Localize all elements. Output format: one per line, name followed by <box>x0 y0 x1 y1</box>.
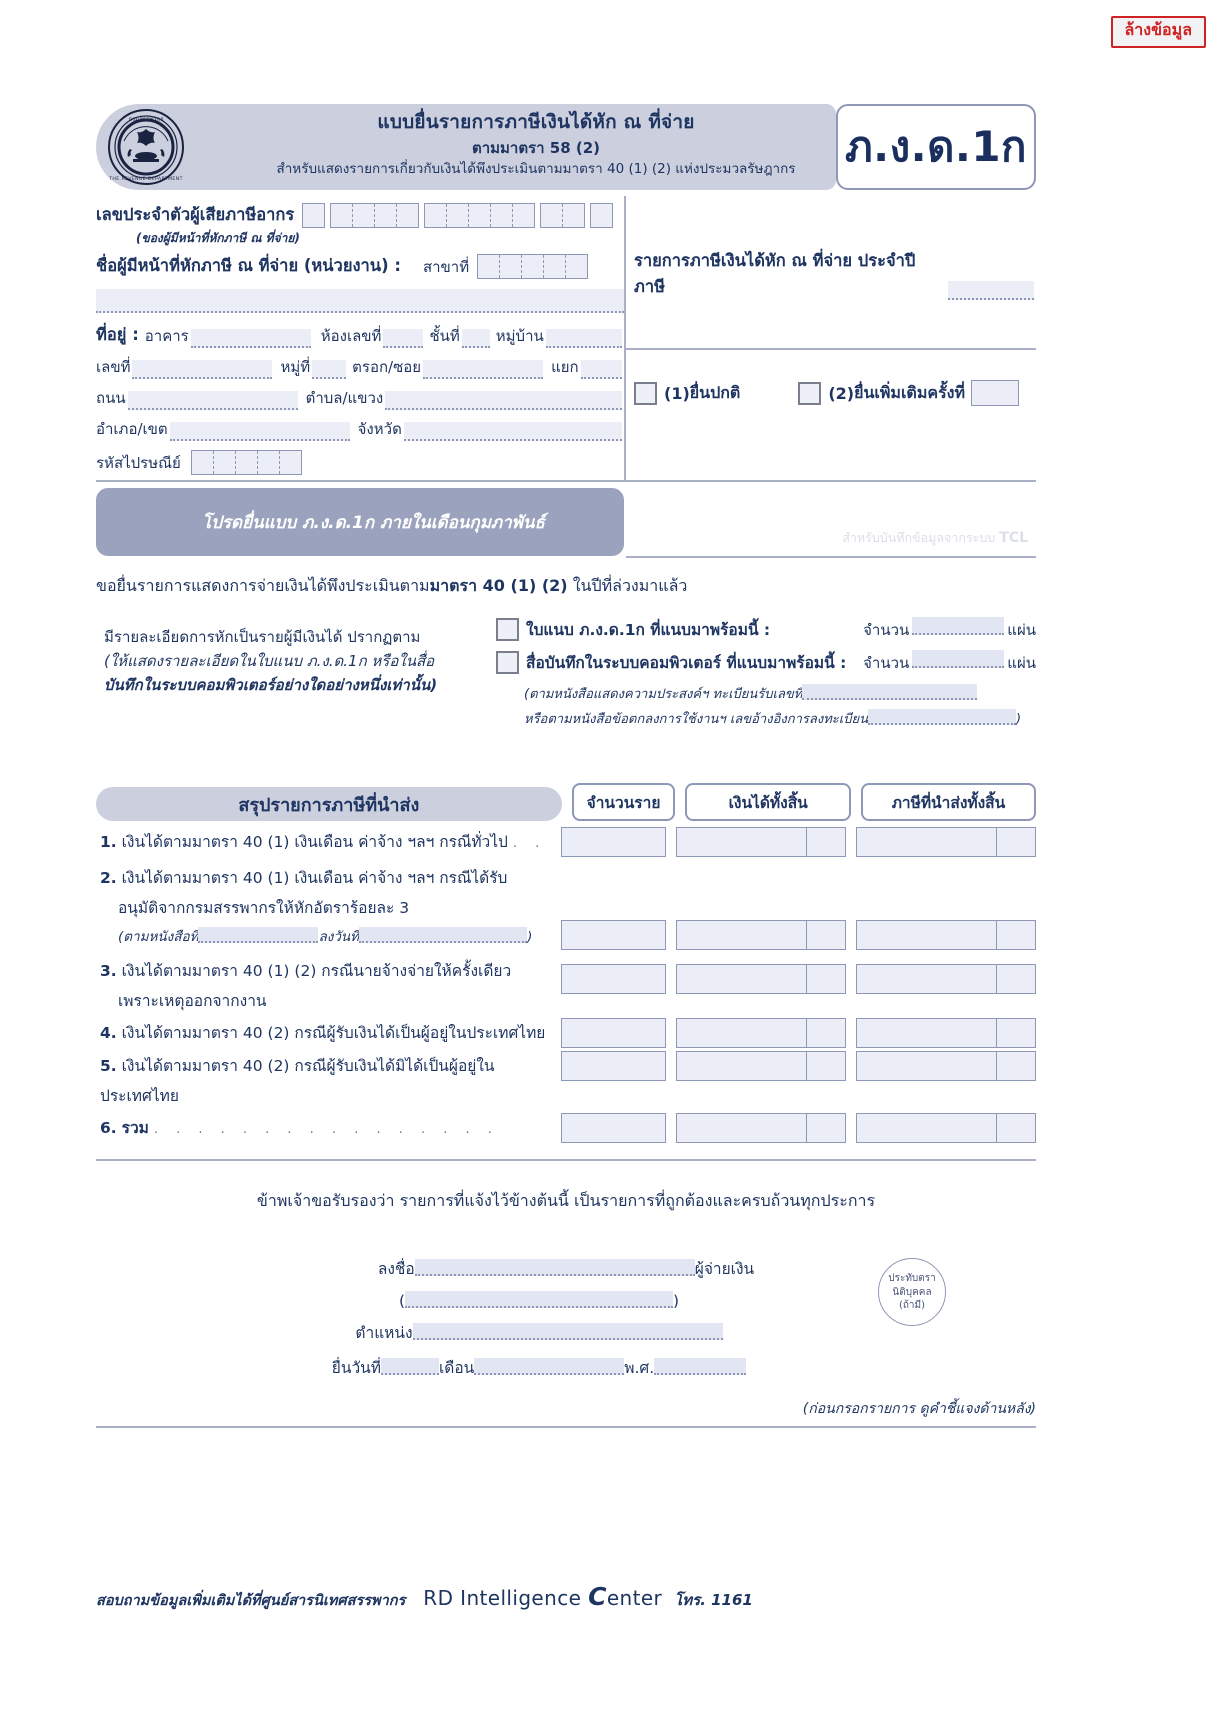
address-field-input-5[interactable] <box>312 360 346 379</box>
taxid-label: เลขประจำตัวผู้เสียภาษีอากร <box>96 205 295 224</box>
attachment-note2-input[interactable] <box>868 709 1016 725</box>
revenue-department-seal-icon <box>106 107 186 187</box>
summary-row-3-tax[interactable] <box>856 964 1036 994</box>
header-titles <box>246 109 826 179</box>
summary-col-count: จำนวนราย <box>572 783 676 821</box>
back-instructions-note: (ก่อนกรอกรายการ ดูคำชี้แจงด้านหลัง) <box>802 1401 1036 1418</box>
summary-table-body <box>96 827 1036 1143</box>
attachment-media-checkbox[interactable] <box>496 651 519 674</box>
filing-day-input[interactable] <box>381 1358 439 1375</box>
signature-block <box>96 1256 1036 1376</box>
summary-row-2-count[interactable] <box>561 920 666 950</box>
filing-normal-label: ยื่นปกติ <box>689 382 741 402</box>
summary-row-3-line2: เพราะเหตุออกจากงาน <box>118 992 267 1011</box>
position-label: ตำแหน่ง <box>355 1324 413 1343</box>
summary-row-1-no: 1. <box>100 833 117 851</box>
table-row <box>96 1051 1036 1111</box>
attachment-note1-label: (ตามหนังสือแสดงความประสงค์ฯ ทะเบียนรับเลขที่ <box>524 687 803 702</box>
summary-row-4-line1: เงินได้ตามมาตรา 40 (2) กรณีผู้รับเงินได้เป็นผู้อยู่ในประเทศไทย <box>121 1024 546 1043</box>
filing-supplement-label: ยื่นเพิ่มเติมครั้งที่ <box>854 382 966 402</box>
address-field-label-2: ชั้นที่ <box>429 327 460 345</box>
footer-phone-number: 1161 <box>711 1591 753 1609</box>
address-field-input-11[interactable] <box>404 422 622 441</box>
summary-row-5-line1: เงินได้ตามมาตรา 40 (2) กรณีผู้รับเงินได้มิได้เป็นผู้อยู่ในประเทศไทย <box>100 1056 495 1105</box>
summary-row-5-income[interactable] <box>676 1051 846 1081</box>
attachments-block <box>96 621 1036 755</box>
attachment-paper-label: ใบแนบ ภ.ง.ด.1ก ที่แนบมาพร้อมนี้ : <box>526 621 771 639</box>
table-row <box>96 863 1036 950</box>
attachment-note2-label: หรือตามหนังสือข้อตกลงการใช้งานฯ เลขอ้างอิงการลงทะเบียน <box>524 711 868 727</box>
summary-row-2-subnote-close: ) <box>527 928 533 945</box>
deadline-notice <box>96 482 1036 560</box>
address-field-input-7[interactable] <box>581 360 622 379</box>
summary-row-4-no: 4. <box>100 1024 117 1043</box>
filing-year-label: พ.ศ. <box>624 1359 655 1378</box>
summary-row-3-count[interactable] <box>561 964 666 994</box>
summary-row-2-doc-input[interactable] <box>198 927 318 943</box>
summary-row-2-subnote-b: ลงวันที่ <box>318 928 360 945</box>
summary-row-5-no: 5. <box>100 1056 117 1075</box>
address-field-label-6: ตรอก/ซอย <box>352 358 422 376</box>
filing-supplement-checkbox[interactable] <box>798 382 821 405</box>
supplement-number-input[interactable] <box>971 380 1019 406</box>
attachments-instr-line2: (ให้แสดงรายละเอียดในใบแนบ ภ.ง.ด.1ก หรือในสื่อ <box>104 652 435 670</box>
attachment-media-amount-input[interactable] <box>912 650 1004 668</box>
summary-row-2-income[interactable] <box>676 920 846 950</box>
taxid-input[interactable] <box>302 203 618 228</box>
form-title-note: สำหรับแสดงรายการเกี่ยวกับเงินได้พึงประเมินตามมาตรา 40 (1) (2) แห่งประมวลรัษฎากร <box>276 161 796 178</box>
address-field-label-1: ห้องเลขที่ <box>320 327 382 345</box>
table-row: 6. รวม . . . . . . . . . . . . . . . . <box>96 1113 1036 1143</box>
filing-month-label: เดือน <box>439 1359 475 1378</box>
form-header <box>96 104 1036 190</box>
identity-block <box>96 196 1036 482</box>
attachment-paper-amount-input[interactable] <box>912 617 1004 635</box>
summary-row-6-line1: รวม <box>121 1119 149 1138</box>
address-field-label-9: ตำบล/แขวง <box>305 389 384 407</box>
identity-left-column <box>96 196 626 480</box>
filing-supplement-number: (2) <box>828 383 855 403</box>
address-field-label-3: หมู่บ้าน <box>495 327 544 345</box>
declaration-text-a: ขอยื่นรายการแสดงการจ่ายเงินได้พึงประเมินตาม <box>96 576 430 595</box>
deadline-notice-text: โปรดยื่นแบบ ภ.ง.ด.1ก ภายในเดือนกุมภาพันธ์ <box>96 488 624 556</box>
filing-date-label: ยื่นวันที่ <box>331 1359 381 1378</box>
address-field-label-5: หมู่ที่ <box>280 358 311 376</box>
attachment-media-amount-label: จำนวน <box>863 654 910 672</box>
tcl-note <box>842 528 1028 548</box>
declaration-text-b: มาตรา 40 (1) (2) <box>429 576 568 595</box>
page-footer <box>96 1582 1036 1612</box>
stamp-line-1: ประทับตรา <box>888 1273 936 1285</box>
address-label: ที่อยู่ : <box>96 325 139 344</box>
footer-brand <box>423 1582 662 1611</box>
form-code-badge: ภ.ง.ด.1ก <box>836 104 1036 190</box>
svg-text:กรมสรรพากร: กรมสรรพากร <box>128 116 164 123</box>
attachments-instr-line3: บันทึกในระบบคอมพิวเตอร์อย่างใดอย่างหนึ่งเท่านั้น) <box>104 676 438 694</box>
summary-row-2-tax[interactable] <box>856 920 1036 950</box>
filing-month-input[interactable] <box>474 1358 624 1375</box>
summary-row-4-count[interactable] <box>561 1018 666 1048</box>
stamp-line-3: (ถ้ามี) <box>898 1300 926 1312</box>
attachment-option-media[interactable] <box>496 650 1036 675</box>
summary-row-3-line1: เงินได้ตามมาตรา 40 (1) (2) กรณีนายจ้างจ่ายให้ครั้งเดียว <box>121 961 512 980</box>
tcl-note-text: สำหรับบันทึกข้อมูลจากระบบ <box>842 530 996 545</box>
filing-normal-number: (1) <box>664 383 690 403</box>
summary-row-6-no: 6. <box>100 1119 117 1138</box>
signature-name-input[interactable] <box>405 1291 673 1308</box>
summary-row-4-tax[interactable] <box>856 1018 1036 1048</box>
address-field-input-6[interactable] <box>423 360 543 379</box>
address-field-label-0: อาคาร <box>144 327 189 345</box>
postcode-input[interactable] <box>191 450 307 475</box>
summary-row-2-line1: เงินได้ตามมาตรา 40 (1) เงินเดือน ค่าจ้าง ฯลฯ กรณีได้รับ <box>121 869 508 888</box>
svg-text:THE REVENUE DEPARTMENT: THE REVENUE DEPARTMENT <box>109 177 183 182</box>
attachment-option-paper[interactable] <box>496 617 1036 642</box>
footer-brand-c: C <box>588 1582 607 1611</box>
position-line <box>96 1320 1036 1345</box>
filing-year-input[interactable] <box>654 1358 746 1375</box>
attachment-reference-notes <box>496 683 1036 732</box>
withholder-name-label: ชื่อผู้มีหน้าที่หักภาษี ณ ที่จ่าย (หน่วยงาน) : <box>96 256 401 275</box>
withholder-name-input[interactable] <box>96 289 624 313</box>
attachment-paper-amount-label: จำนวน <box>863 621 910 639</box>
summary-row-3-no: 3. <box>100 961 117 980</box>
summary-row-2-date-input[interactable] <box>359 927 527 943</box>
taxid-sublabel: (ของผู้มีหน้าที่หักภาษี ณ ที่จ่าย) <box>136 231 300 245</box>
attachments-instructions <box>104 625 504 697</box>
address-field-input-1[interactable] <box>383 329 423 348</box>
attachment-note1-input[interactable] <box>802 684 977 700</box>
attachment-media-unit: แผ่น <box>1007 654 1036 672</box>
clear-data-button[interactable]: ล้างข้อมูล <box>1111 16 1207 48</box>
footer-phone-label: โทร. <box>674 1591 706 1609</box>
summary-col-tax: ภาษีที่นำส่งทั้งสิ้น <box>861 783 1036 821</box>
form-subtitle: ตามมาตรา 58 (2) <box>471 138 601 157</box>
address-field-input-10[interactable] <box>170 422 350 441</box>
filing-option-supplement[interactable] <box>798 380 1019 406</box>
corporate-seal-placeholder <box>878 1258 946 1326</box>
attachment-media-label: สื่อบันทึกในระบบคอมพิวเตอร์ ที่แนบมาพร้อมนี้ : <box>526 654 847 672</box>
summary-col-income: เงินได้ทั้งสิ้น <box>685 783 851 821</box>
summary-row-4-income[interactable] <box>676 1018 846 1048</box>
paren-open: ( <box>398 1292 405 1311</box>
payer-label: ผู้จ่ายเงิน <box>694 1260 755 1279</box>
address-field-label-11: จังหวัด <box>357 420 402 438</box>
attachments-instr-line1: มีรายละเอียดการหักเป็นรายผู้มีเงินได้ ปรากฏตาม <box>104 628 421 646</box>
summary-row-2-no: 2. <box>100 869 117 888</box>
summary-row-5-count[interactable] <box>561 1051 666 1081</box>
stamp-line-2: นิติบุคคล <box>892 1286 932 1298</box>
address-field-input-9[interactable] <box>385 391 622 410</box>
footer-brand-post: enter <box>606 1586 663 1610</box>
tax-form <box>96 104 1036 1428</box>
form-title: แบบยื่นรายการภาษีเงินได้หัก ณ ที่จ่าย <box>377 111 695 133</box>
certification-text: ข้าพเจ้าขอรับรองว่า รายการที่แจ้งไว้ข้างต้นนี้ เป็นรายการที่ถูกต้องและครบถ้วนทุกประการ <box>256 1191 876 1211</box>
postcode-label: รหัสไปรษณีย์ <box>96 454 181 472</box>
summary-row-1-count[interactable] <box>561 827 666 857</box>
footer-brand-pre: RD Intelligence <box>423 1586 589 1610</box>
filing-date-line <box>96 1355 1036 1380</box>
summary-row-1-tax[interactable] <box>856 827 1036 857</box>
summary-title: สรุปรายการภาษีที่นำส่ง <box>96 787 562 821</box>
address-field-input-8[interactable] <box>128 391 298 410</box>
footer-contact-text: สอบถามข้อมูลเพิ่มเติมได้ที่ศูนย์สารนิเทศสรรพากร <box>96 1593 406 1609</box>
branch-label: สาขาที่ <box>422 258 470 276</box>
address-field-label-10: อำเภอ/เขต <box>96 420 168 438</box>
address-field-label-7: แยก <box>551 358 579 376</box>
signature-label: ลงชื่อ <box>377 1260 415 1279</box>
attachments-options <box>496 617 1036 732</box>
declaration-line <box>96 574 1036 599</box>
address-field-label-8: ถนน <box>96 389 126 407</box>
summary-table <box>96 783 1036 1143</box>
identity-right-column <box>626 196 1036 480</box>
tcl-code: TCL <box>999 530 1028 546</box>
signature-input[interactable] <box>415 1259 695 1276</box>
address-field-input-4[interactable] <box>132 360 272 379</box>
address-field-label-4: เลขที่ <box>96 358 131 376</box>
summary-row-6-count[interactable] <box>561 1113 666 1143</box>
tax-year-input[interactable] <box>948 281 1034 300</box>
attachment-paper-unit: แผ่น <box>1007 621 1036 639</box>
address-field-input-0[interactable] <box>191 329 311 348</box>
table-row: 1. เงินได้ตามมาตรา 40 (1) เงินเดือน ค่าจ้าง ฯลฯ กรณีทั่วไป . . <box>96 827 1036 857</box>
table-row <box>96 956 1036 1016</box>
address-field-input-3[interactable] <box>546 329 622 348</box>
position-input[interactable] <box>413 1323 723 1340</box>
summary-table-header <box>96 783 1036 821</box>
summary-row-6-tax[interactable] <box>856 1113 1036 1143</box>
attachment-note-close: ) <box>1015 711 1022 727</box>
attachment-paper-checkbox[interactable] <box>496 618 519 641</box>
summary-row-2-subnote-a: (ตามหนังสือที่ <box>118 928 199 945</box>
summary-row-2-line2: อนุมัติจากกรมสรรพากรให้หักอัตราร้อยละ 3 <box>118 899 410 918</box>
summary-row-1-line1: เงินได้ตามมาตรา 40 (1) เงินเดือน ค่าจ้าง ฯลฯ กรณีทั่วไป <box>121 833 508 851</box>
filing-normal-checkbox[interactable] <box>634 382 657 405</box>
filing-option-normal[interactable] <box>634 381 740 406</box>
address-field-input-2[interactable] <box>462 329 490 348</box>
declaration-text-c: ในปีที่ล่วงมาแล้ว <box>572 576 688 595</box>
summary-row-1-income[interactable] <box>676 827 846 857</box>
footer-phone <box>674 1588 753 1612</box>
summary-row-6-income[interactable] <box>676 1113 846 1143</box>
paren-close: ) <box>673 1292 680 1311</box>
branch-input[interactable] <box>477 254 593 279</box>
table-row <box>96 1018 1036 1048</box>
tax-year-label: รายการภาษีเงินได้หัก ณ ที่จ่าย ประจำปีภาษี <box>634 251 916 296</box>
summary-row-3-income[interactable] <box>676 964 846 994</box>
summary-row-5-tax[interactable] <box>856 1051 1036 1081</box>
